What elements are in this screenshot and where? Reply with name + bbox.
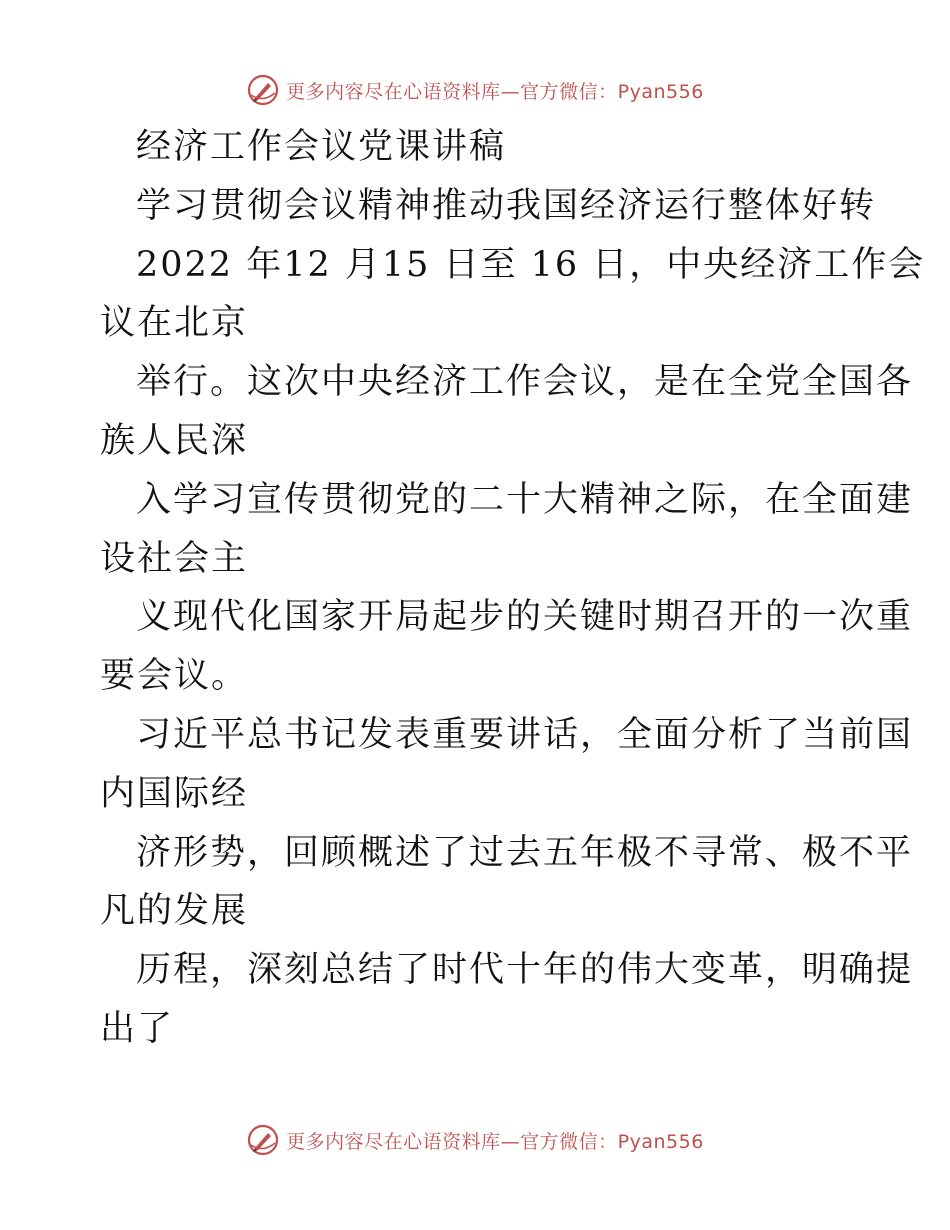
text-line: 济形势，回顾概述了过去五年极不寻常、极不平 [136, 832, 914, 873]
text-line: 内国际经 [100, 773, 249, 814]
text-line: 族人民深 [100, 420, 249, 461]
text-line: 历程，深刻总结了时代十年的伟大变革，明确提 [136, 950, 914, 991]
text-line: 出了 [100, 1008, 175, 1049]
text-line: 议在北京 [100, 303, 249, 344]
text-line: 习近平总书记发表重要讲话，全面分析了当前国 [136, 714, 914, 755]
text-line: 凡的发展 [100, 891, 249, 932]
document-body [100, 118, 926, 1059]
banner-text: 更多内容尽在心语资料库—官方微信：Pyan556 [286, 1130, 704, 1153]
text-line: 经济工作会议党课讲稿 [136, 127, 507, 167]
text-line: 举行。这次中央经济工作会议，是在全党全国各 [136, 362, 914, 403]
text-line: 义现代化国家开局起步的关键时期召开的一次重 [136, 597, 914, 638]
text-line: 要会议。 [100, 656, 249, 697]
text-line: 学习贯彻会议精神推动我国经济运行整体好转 [136, 185, 877, 226]
text-line: 入学习宣传贯彻党的二十大精神之际，在全面建 [136, 479, 914, 520]
text-line: 设社会主 [100, 538, 249, 579]
text-line: 2022 年12 月15 日至 16 日，中央经济工作会 [136, 244, 926, 285]
pen-logo-icon [246, 73, 280, 107]
banner-text: 更多内容尽在心语资料库—官方微信：Pyan556 [286, 80, 704, 103]
footer-banner [0, 1120, 950, 1160]
header-banner [0, 70, 950, 110]
pen-logo-icon [246, 1123, 280, 1157]
